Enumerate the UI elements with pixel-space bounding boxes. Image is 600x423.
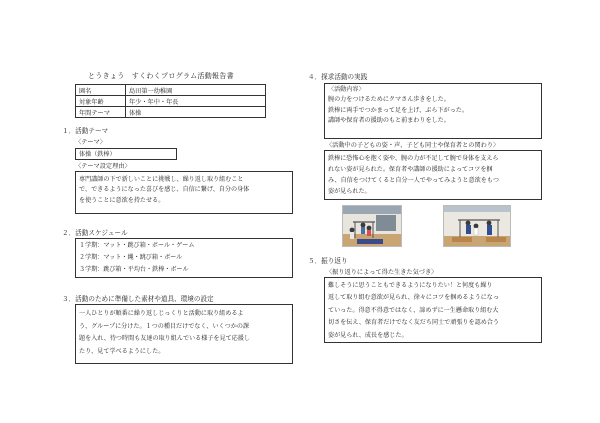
info-label: 対象年齢 [76,96,126,107]
reason-label: 〈テーマ設定理由〉 [75,163,131,170]
content-line: 腕の力をつけるためにクマさん歩きをした。 [328,96,450,104]
reflection-box [324,277,542,343]
section4-heading: ４．探求活動の実践 [308,73,368,81]
schedule-line: ２学期：マット・縄・跳び箱・ボール [79,254,183,261]
schedule-line: ３学期：跳び箱・平均台・鉄棒・ボール [79,266,189,273]
info-label: 年間テーマ [76,107,126,118]
voice-line: 姿が見られた。 [328,188,371,195]
reason-line: を使うことに意欲を持たせる。 [79,196,165,204]
schedule-box [75,238,293,278]
reflection-line: 難しそうに思うこともできるようになりたい！と何度も繰り [328,282,493,289]
photo-1-illustration [343,206,402,247]
schedule-line: １学期：マット・跳び箱・ボール・ゲーム [79,242,195,249]
materials-line: たり、見て学べるようにした。 [79,347,165,355]
materials-line: 一人ひとりが順番に繰り返しじっくりと活動に取り組めるよ [79,310,244,317]
section3-heading: ３．活動のために準備した素材や道具、環境の設定 [62,295,214,303]
table-row [76,96,266,107]
materials-line: 題を入れ、待つ時間も友達の取り組んでいる様子を見て応援し [79,335,250,343]
content-label: 〈活動内容〉 [328,86,365,93]
content-line: 講師や保育者の援助のもと前まわりをした。 [328,117,450,125]
info-label: 園名 [76,85,126,96]
voice-line: れない姿が見られた。保育者や講師の援助によってコツを掴 [328,166,493,173]
info-table [75,84,266,118]
section5-heading: ５．振り返り [308,257,348,265]
reflection-label: 〈振り返りによって得た生きた気づき〉 [326,269,438,276]
content-box [324,83,542,139]
voice-label: 〈活動中の子どもの姿・声、子ども同士や保育者との関わり〉 [326,142,500,149]
info-value: 島田第一幼稚園 [126,85,266,96]
reflection-line: ていった。得意不得意ではなく、諦めずに一生懸命取り組む大 [328,306,499,314]
voice-line: み、自信をつけてくると自分一人でやってみようと意欲をもつ [328,177,499,184]
section2-heading: ２．活動スケジュール [62,229,128,237]
reason-line: 専門講師の下で新しいことに挑戦し、繰り返し取り組むこと [79,176,244,183]
table-row [76,107,266,118]
theme-value: 体操（鉄棒） [79,151,116,158]
materials-line: う、グループに分けた。１つの種目だけでなく、いくつかの課 [79,322,250,330]
content-line: 鉄棒に両手でつかまって足を上げ、ぶら下がった。 [328,106,468,114]
table-row [76,85,266,96]
gym-activity-photo-2 [443,205,511,247]
theme-box [75,148,177,160]
gym-activity-photo-1 [342,205,402,247]
reason-box [75,171,293,214]
reflection-line: 返して取り組む意欲が見られ、徐々にコツを掴めるようになっ [328,294,499,302]
reflection-line: 切さを伝え、保育者だけでなく友だち同士で頑張りを認め合う [328,319,499,327]
reflection-line: 姿が見られ、成長を感じた。 [328,331,408,339]
theme-label: 〈テーマ〉 [75,139,106,146]
report-title: とうきょう すくわくプログラム活動報告書 [88,72,234,80]
section1-heading: １．活動テーマ [62,127,109,135]
photo-2-illustration [444,206,511,247]
info-value: 体操 [126,107,266,118]
materials-box [75,304,293,364]
voice-line: 鉄棒に恐怖心を抱く姿や、腕の力が不足して腕で身体を支えら [328,155,499,162]
reason-line: で、できるようになった喜びを感じ、自信に繋げ、自分の身体 [79,186,250,194]
info-value: 年少・年中・年長 [126,96,266,107]
voice-box [324,150,542,200]
